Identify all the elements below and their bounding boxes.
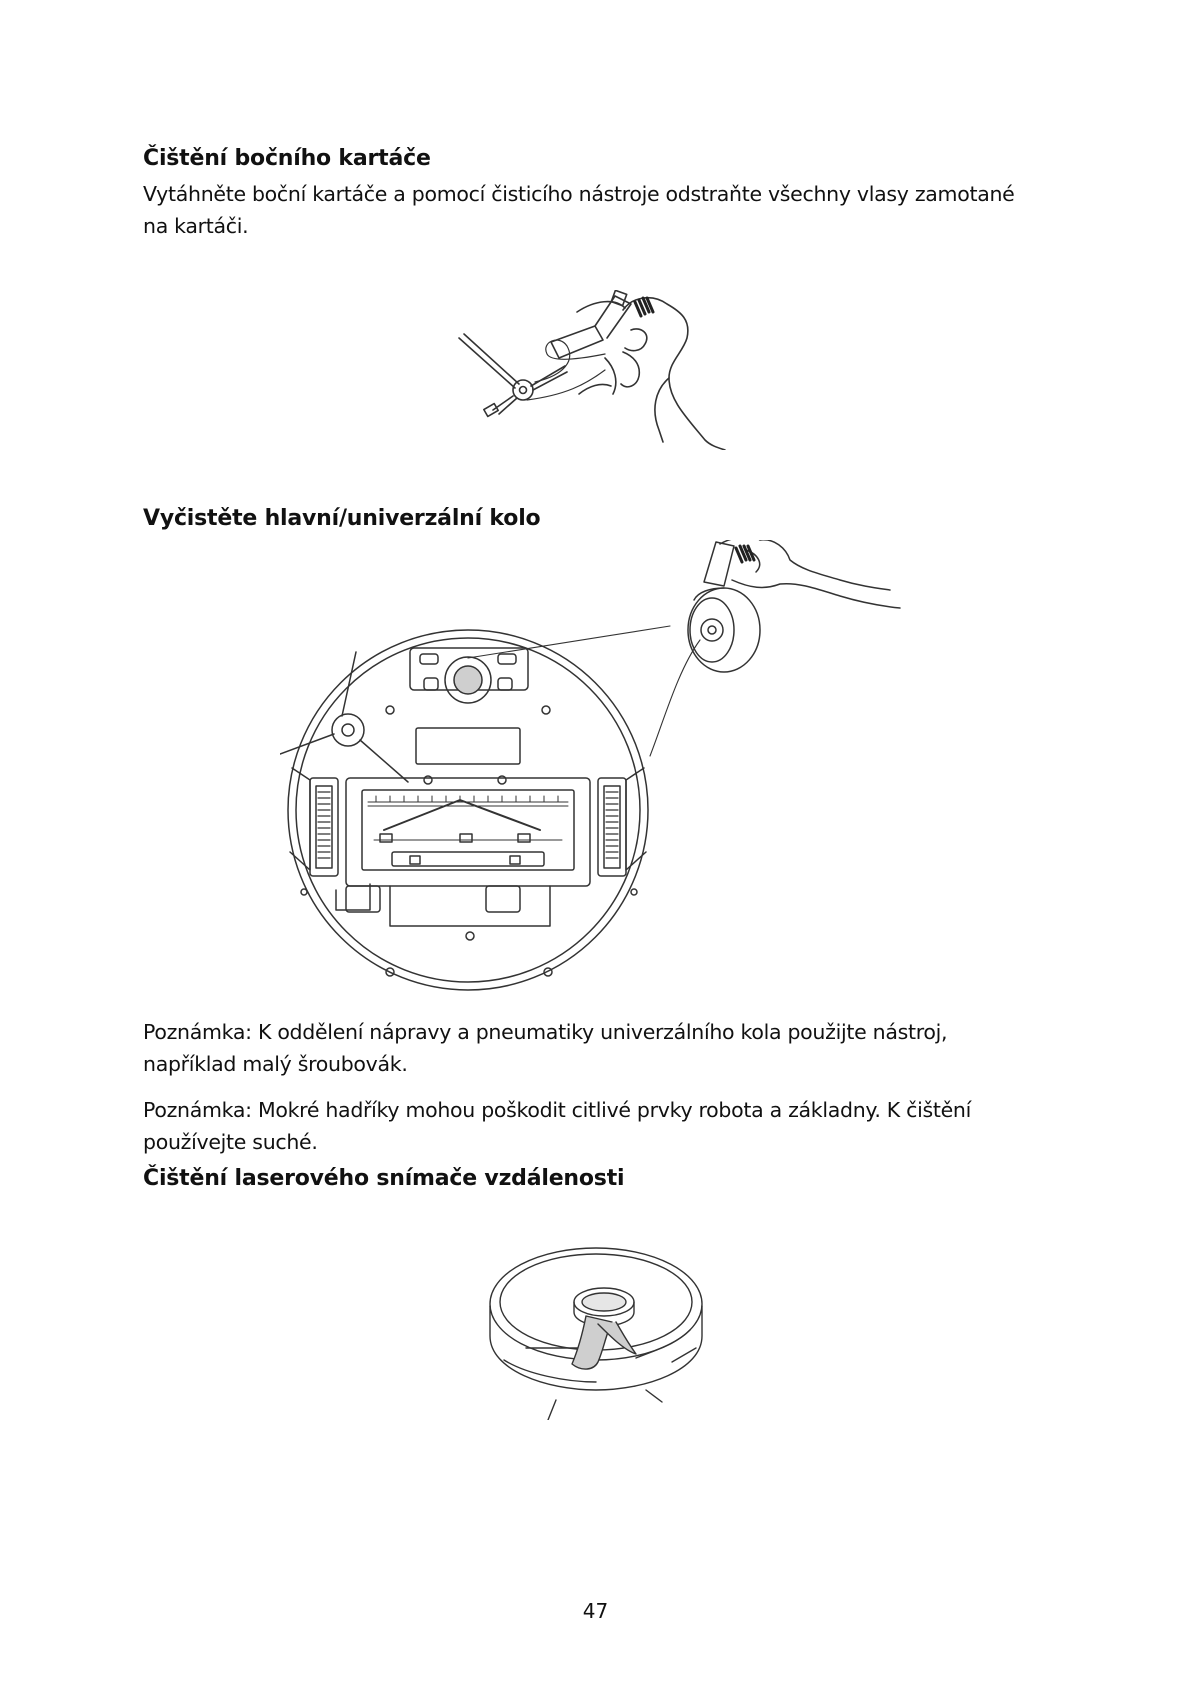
wheel-note-tool: Poznámka: K oddělení nápravy a pneumatiky univerzálního kola použijte nástroj, například malý šroubovák. bbox=[143, 1020, 948, 1076]
side-brush-heading: Čištění bočního kartáče bbox=[143, 146, 431, 171]
wheel-figure bbox=[280, 540, 930, 1010]
hand-with-tool-drawing bbox=[704, 540, 900, 608]
wheel-heading: Vyčistěte hlavní/univerzální kolo bbox=[143, 506, 541, 531]
robot-underside-drawing bbox=[280, 630, 648, 990]
detached-wheel-drawing bbox=[688, 588, 760, 672]
page-number: 47 bbox=[582, 1599, 609, 1623]
cloth-drawing bbox=[572, 1316, 636, 1369]
cleaning-tool-drawing bbox=[551, 290, 631, 358]
laser-sensor-figure bbox=[486, 1240, 706, 1420]
wheel-note-dry-cloth: Poznámka: Mokré hadříky mohou poškodit citlivé prvky robota a základny. K čištění používejte suché. bbox=[143, 1098, 972, 1154]
side-brush-instruction: Vytáhněte boční kartáče a pomocí čisticího nástroje odstraňte všechny vlasy zamotané na kartáči. bbox=[143, 182, 1015, 238]
laser-sensor-heading: Čištění laserového snímače vzdálenosti bbox=[143, 1166, 625, 1191]
side-brush-figure bbox=[455, 290, 745, 450]
side-brush-drawing bbox=[459, 334, 567, 416]
